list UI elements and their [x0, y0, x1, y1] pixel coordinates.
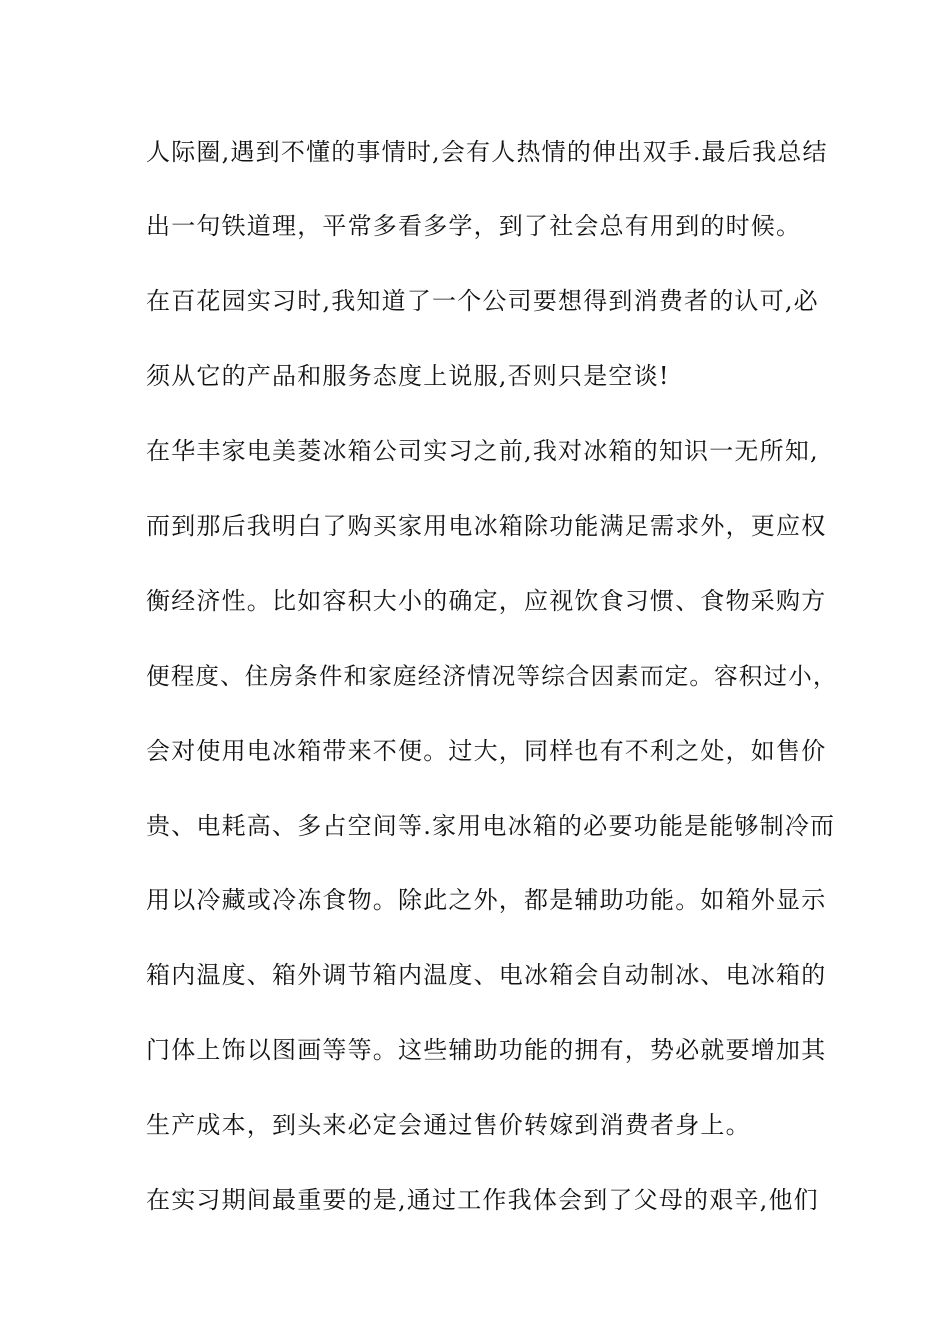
text-line: 贵、电耗高、多占空间等.家用电冰箱的必要功能是能够制冷而: [146, 812, 836, 840]
text-line: 出一句铁道理，平常多看多学，到了社会总有用到的时候。: [146, 212, 802, 240]
text-line: 而到那后我明白了购买家用电冰箱除功能满足需求外，更应权: [146, 512, 827, 540]
text-line: 生产成本，到头来必定会通过售价转嫁到消费者身上。: [146, 1111, 751, 1139]
text-line: 用以冷藏或冷冻食物。除此之外，都是辅助功能。如箱外显示: [146, 886, 827, 914]
text-line: 在实习期间最重要的是,通过工作我体会到了父母的艰辛,他们: [146, 1186, 819, 1214]
text-line: 衡经济性。比如容积大小的确定，应视饮食习惯、食物采购方: [146, 587, 827, 615]
text-line: 会对使用电冰箱带来不便。过大，同样也有不利之处，如售价: [146, 737, 827, 765]
text-line: 门体上饰以图画等等。这些辅助功能的拥有，势必就要增加其: [146, 1036, 827, 1064]
text-line: 在华丰家电美菱冰箱公司实习之前,我对冰箱的知识一无所知,: [146, 437, 819, 465]
text-line: 在百花园实习时,我知道了一个公司要想得到消费者的认可,必: [146, 287, 819, 315]
text-line: 人际圈,遇到不懂的事情时,会有人热情的伸出双手.最后我总结: [146, 138, 828, 166]
text-line: 须从它的产品和服务态度上说服,否则只是空谈!: [146, 362, 670, 390]
text-line: 箱内温度、箱外调节箱内温度、电冰箱会自动制冰、电冰箱的: [146, 961, 827, 989]
text-line: 便程度、住房条件和家庭经济情况等综合因素而定。容积过小，: [146, 662, 838, 690]
